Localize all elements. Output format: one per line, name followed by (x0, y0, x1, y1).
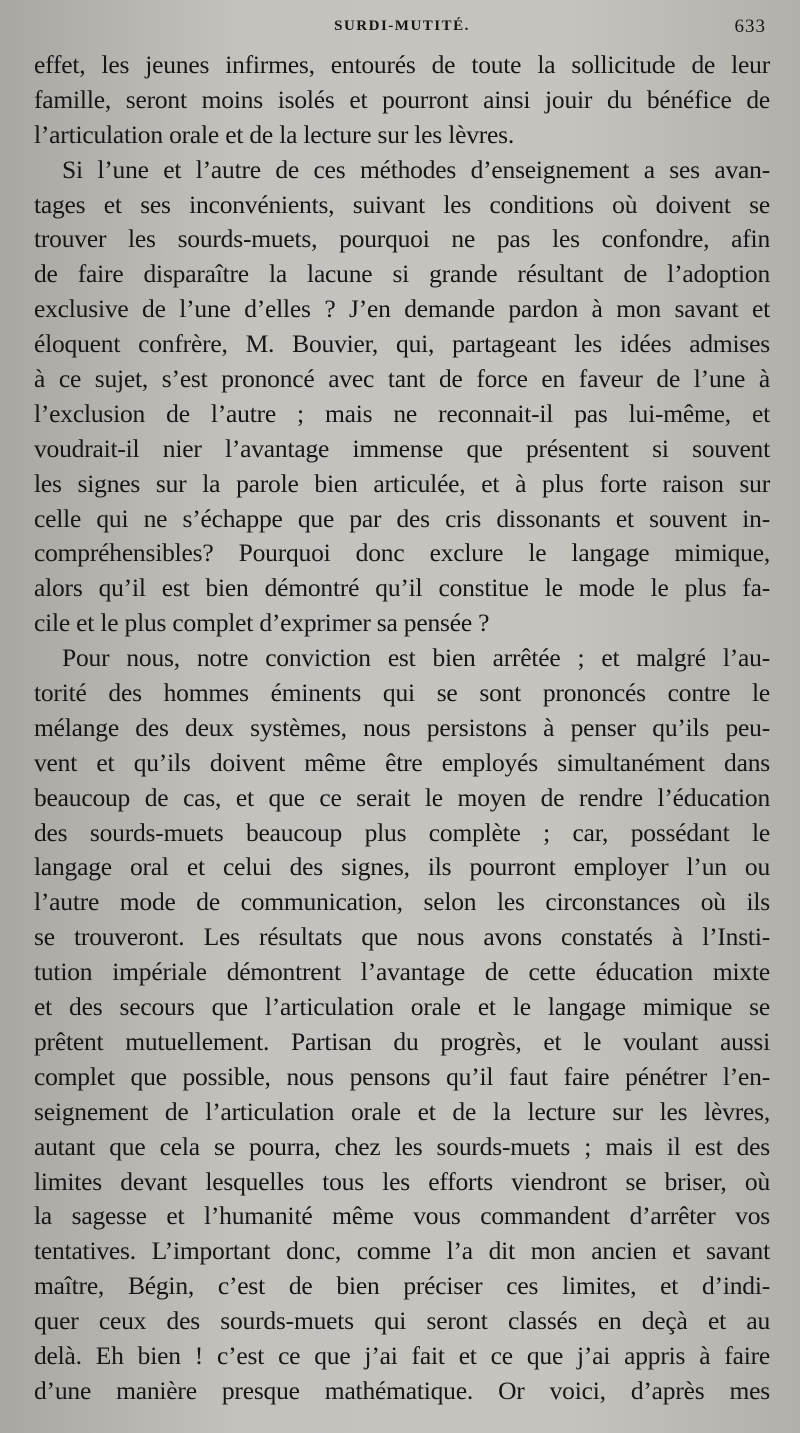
text-line: famille, seront moins isolés et pourront ainsi jouir du bénéfice de (34, 84, 770, 114)
page-header (34, 14, 770, 48)
text-line: delà. Eh bien ! c’est ce que j’ai fait et ce que j’ai appris à faire (34, 1340, 770, 1370)
text-line: exclusive de l’une d’elles ? J’en demande pardon à mon savant et (34, 294, 770, 324)
text-line: celle qui ne s’échappe que par des cris dissonants et souvent in- (34, 503, 770, 533)
text-line: beaucoup de cas, et que ce serait le moyen de rendre l’éducation (34, 782, 770, 812)
text-line: des sourds-muets beaucoup plus complète ; car, possédant le (34, 817, 770, 847)
text-line: Si l’une et l’autre de ces méthodes d’enseignement a ses avan- (62, 154, 770, 184)
body-text (34, 48, 770, 1409)
text-line: quer ceux des sourds-muets qui seront classés en deçà et au (34, 1306, 770, 1336)
text-line: alors qu’il est bien démontré qu’il constitue le mode le plus fa- (34, 573, 770, 603)
text-line: mélange des deux systèmes, nous persistons à penser qu’ils peu- (34, 712, 770, 742)
text-line: autant que cela se pourra, chez les sourds-muets ; mais il est des (34, 1131, 770, 1161)
text-line: effet, les jeunes infirmes, entourés de toute la sollicitude de leur (34, 50, 770, 79)
text-line: maître, Bégin, c’est de bien préciser ces limites, et d’indi- (34, 1271, 770, 1301)
running-title: SURDI-MUTITÉ. (334, 18, 470, 34)
text-line: de faire disparaître la lacune si grande résultant de l’adoption (34, 259, 770, 289)
text-line: prêtent mutuellement. Partisan du progrès, et le voulant aussi (34, 1026, 770, 1056)
text-line: langage oral et celui des signes, ils pourront employer l’un ou (34, 852, 770, 882)
text-line: vent et qu’ils doivent même être employés simultanément dans (34, 747, 770, 777)
text-line: l’exclusion de l’autre ; mais ne reconnait-il pas lui-même, et (34, 398, 770, 428)
text-line: limites devant lesquelles tous les efforts viendront se briser, où (34, 1166, 770, 1196)
text-line: tentatives. L’important donc, comme l’a dit mon ancien et savant (34, 1236, 770, 1266)
text-line: torité des hommes éminents qui se sont prononcés contre le (34, 678, 770, 708)
text-line: éloquent confrère, M. Bouvier, qui, partageant les idées admises (34, 329, 770, 359)
text-line: l’articulation orale et de la lecture sur les lèvres. (34, 119, 515, 149)
text-line: tages et ses inconvénients, suivant les conditions où doivent se (34, 189, 770, 219)
page-number: 633 (734, 16, 766, 37)
text-line: compréhensibles? Pourquoi donc exclure le langage mimique, (34, 538, 770, 568)
text-line: la sagesse et l’humanité même vous commandent d’arrêter vos (34, 1201, 770, 1231)
text-line: à ce sujet, s’est prononcé avec tant de force en faveur de l’une à (34, 364, 770, 394)
text-line: seignement de l’articulation orale et de la lecture sur les lèvres, (34, 1096, 770, 1126)
text-line: trouver les sourds-muets, pourquoi ne pas les confondre, afin (34, 224, 770, 254)
text-line: l’autre mode de communication, selon les circonstances où ils (34, 887, 770, 917)
text-line: voudrait-il nier l’avantage immense que présentent si souvent (34, 433, 770, 463)
text-line: complet que possible, nous pensons qu’il faut faire pénétrer l’en- (34, 1061, 770, 1091)
text-line: et des secours que l’articulation orale et le langage mimique se (34, 992, 770, 1022)
text-line: se trouveront. Les résultats que nous avons constatés à l’Insti- (34, 922, 770, 952)
text-line: Pour nous, notre conviction est bien arrêtée ; et malgré l’au- (62, 643, 770, 673)
text-line: cile et le plus complet d’exprimer sa pensée ? (34, 608, 490, 638)
text-line: d’une manière presque mathématique. Or voici, d’après mes (34, 1375, 770, 1405)
text-line: les signes sur la parole bien articulée, et à plus forte raison sur (34, 468, 770, 498)
text-line: tution impériale démontrent l’avantage de cette éducation mixte (34, 957, 770, 987)
